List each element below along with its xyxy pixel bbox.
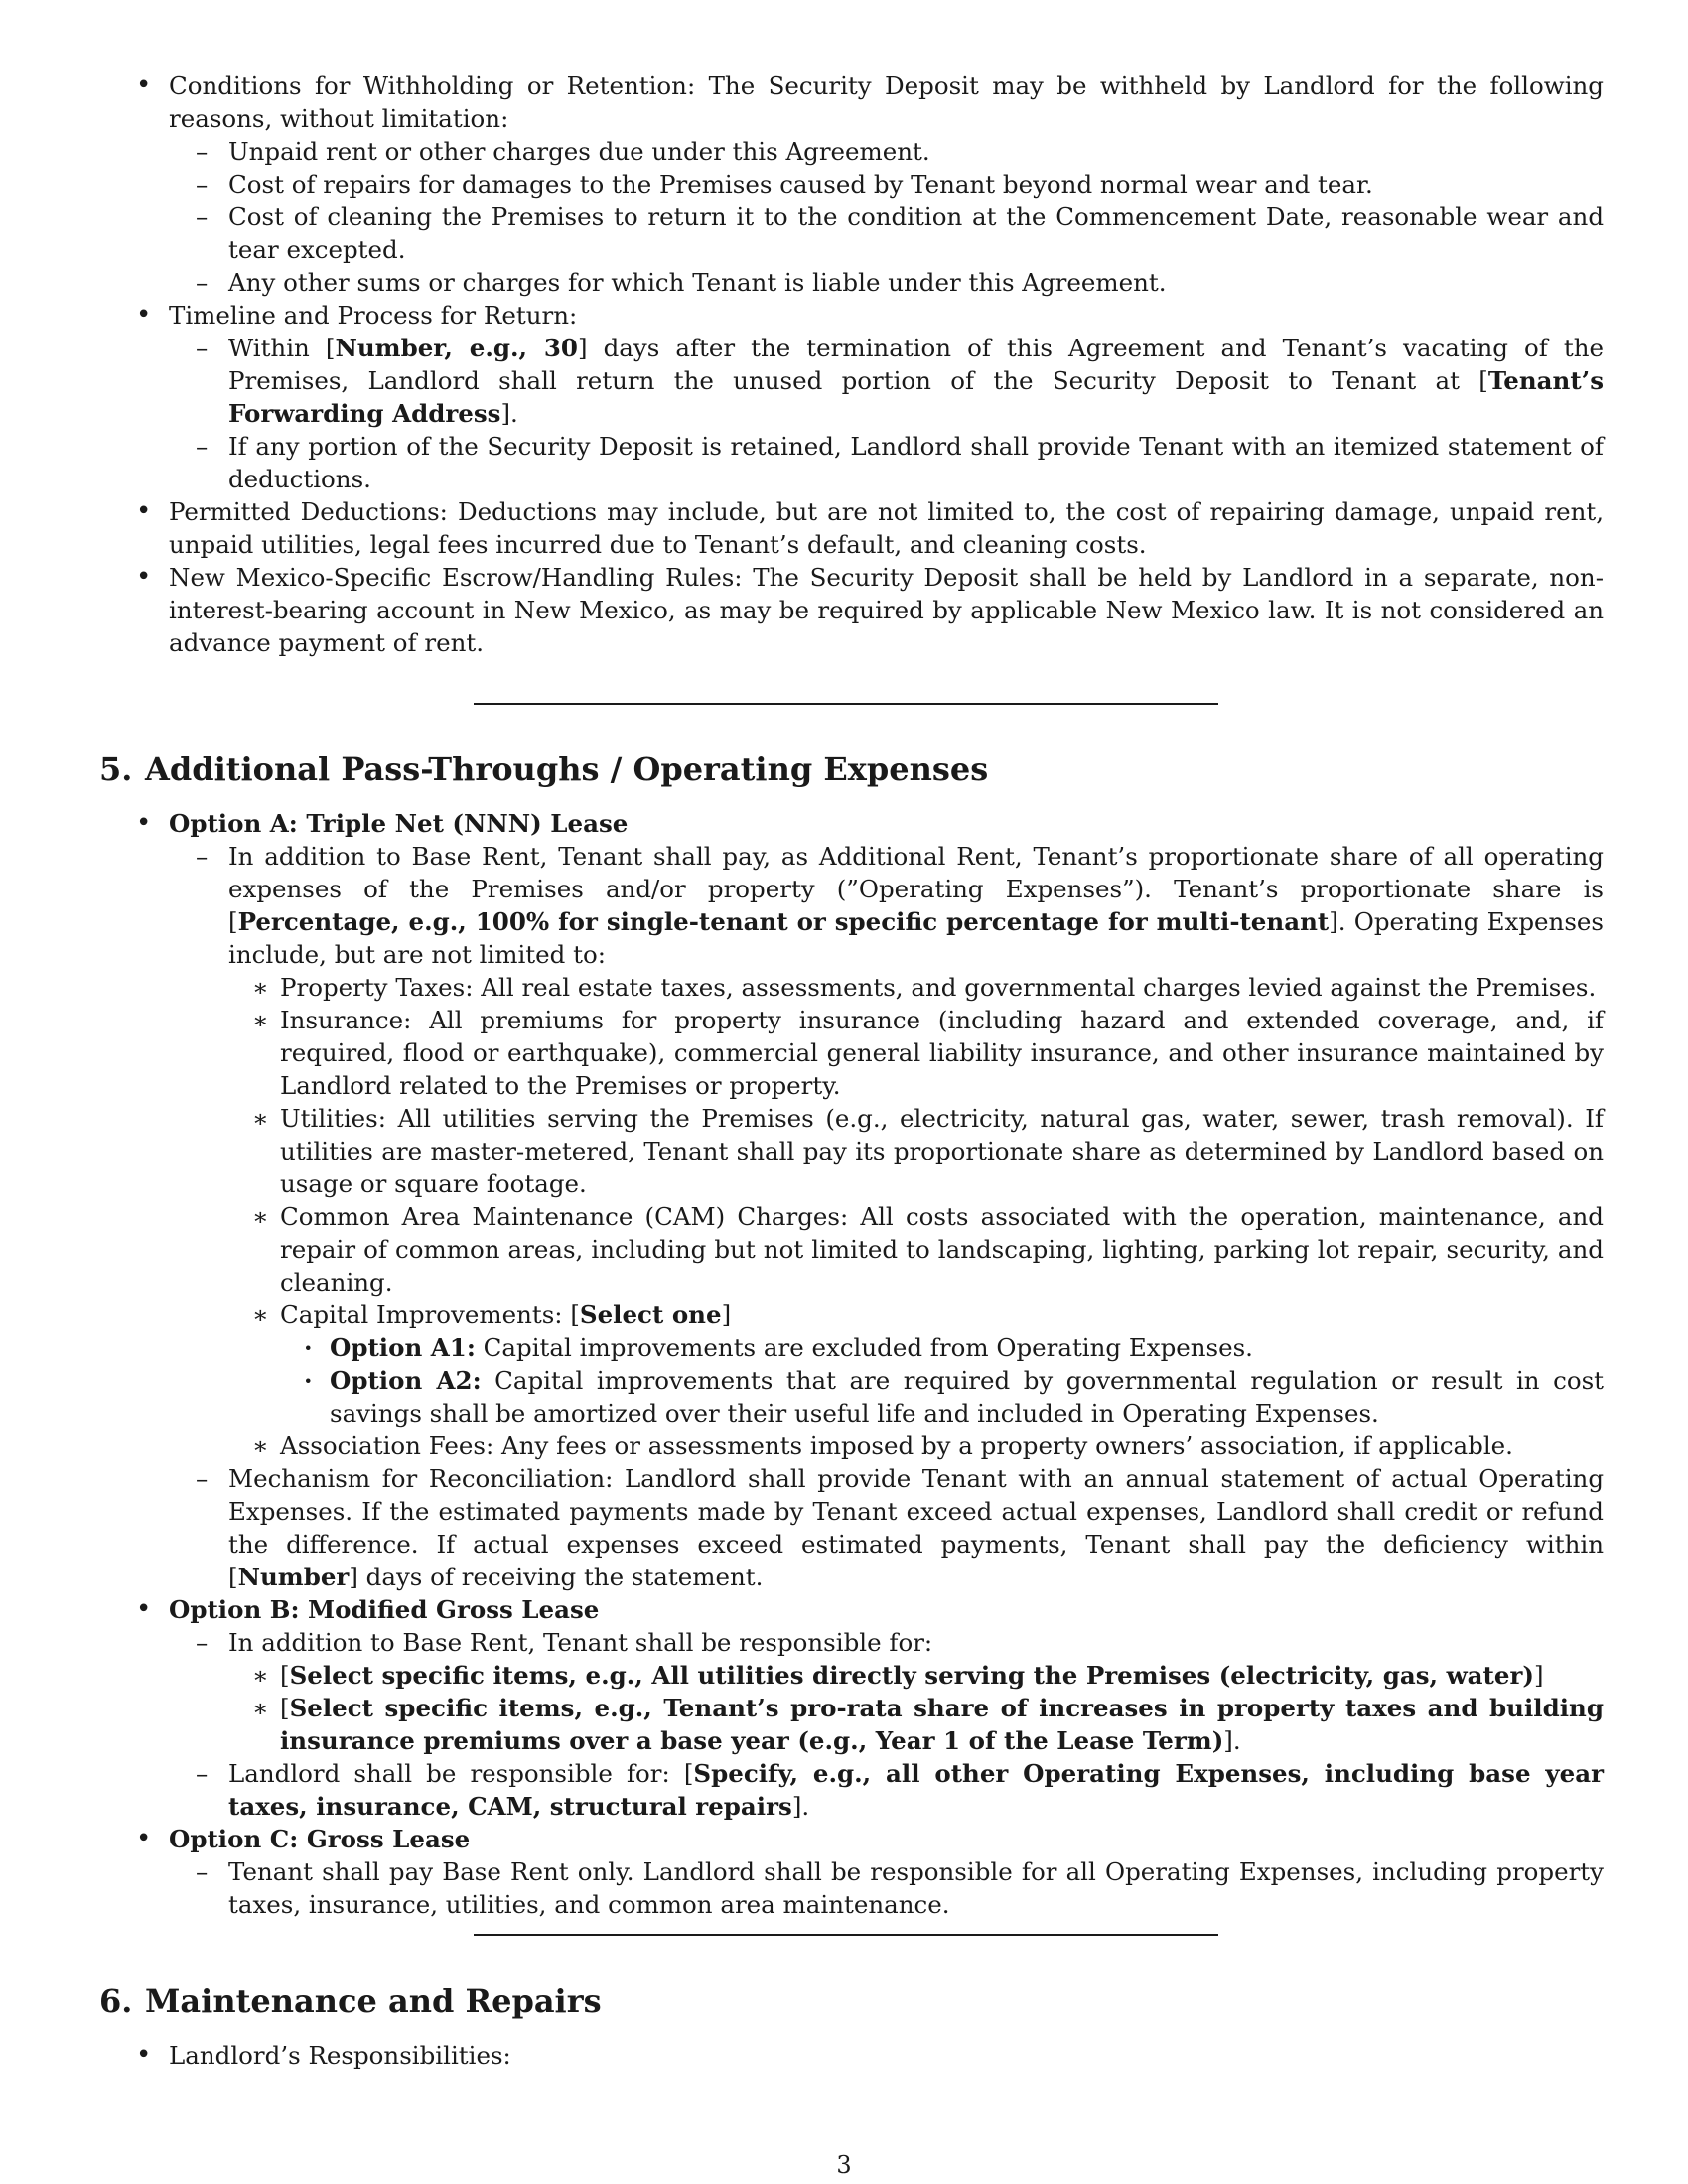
option-c-label: Option C: Gross Lease: [169, 1825, 471, 1853]
list-item: · Option A2: Capital improvements that are required by governmental regulation or result in cost savings shall be amortized over their useful life and included in Operating Expenses.: [280, 1364, 1604, 1430]
list-item: [0, 299, 1604, 495]
list-item: – In addition to Base Rent, Tenant shall pay, as Additional Rent, Tenant’s proportionate share of all operating expenses of the Premises and/or property (”Operating Expenses”). Tenant’s proportionate share is [Percentage, e.g., 100% for single-tenant or specific percentage for multi-tenant]. Operating Expenses include, but are not limited to: ∗ Property Taxes: All real estate taxes, assessments, and governmental charges levied against the Premises. ∗ Insurance: All premiums for property insurance (including hazard and extended coverage, and, if required, flood or earthquake), commercial general liability insurance, and other insurance maintained by Landlord related to the Premises or property. ∗ Utilities: All utilities serving the Premises (e.g., electricity, natural gas, water, sewer, trash removal). If utilities are master-metered, Tenant shall pay its proportionate share as determined by Landlord based on usage or square footage. ∗ Common Area Maintenance (CAM) Charges: All costs associated with the operation, maintenance, and repair of common areas, including but not limited to landscaping, lighting, parking lot repair, security, and cleaning. ∗ Capital Improvements: [Select one] · Option A1: Capital improvements are excluded from Operating Expenses. · Option A2: Capital improvements that are required by governmental regulation or result in cost savings shall be amortized over their useful life and included in Operating Expenses. ∗ Association Fees: Any fees or assessments imposed by a property owners’ association, if applicable.: [169, 840, 1604, 1462]
list-item: ∗ [Select specific items, e.g., All utilities directly serving the Premises (electricity, gas, water)]: [228, 1659, 1604, 1692]
list-item: [0, 1823, 1604, 1921]
section-divider: [474, 1934, 1218, 1936]
list-item: – Within [Number, e.g., 30] days after the termination of this Agreement and Tenant’s vacating of the Premises, Landlord shall return the unused portion of the Security Deposit to Tenant at [Tenant’s Forwarding Address].: [169, 332, 1604, 430]
list-item: • Permitted Deductions: Deductions may include, but are not limited to, the cost of repairing damage, unpaid rent, unpaid utilities, legal fees incurred due to Tenant’s default, and cleaning costs.: [0, 495, 1604, 561]
list-item: – In addition to Base Rent, Tenant shall be responsible for: ∗ [Select specific items, e.g., All utilities directly serving the Premises (electricity, gas, water)] ∗ [Select specific items, e.g., Tenant’s pro-rata share of increases in property taxes and building insurance premiums over a base year (e.g., Year 1 of the Lease Term)].: [169, 1626, 1604, 1757]
list-item: ∗ [Select specific items, e.g., Tenant’s pro-rata share of increases in property taxes and building insurance premiums over a base year (e.g., Year 1 of the Lease Term)].: [228, 1692, 1604, 1757]
list-item: ∗ Association Fees: Any fees or assessments imposed by a property owners’ association, if applicable.: [228, 1430, 1604, 1462]
list-item: – Cost of cleaning the Premises to return it to the condition at the Commencement Date, reasonable wear and tear excepted.: [169, 201, 1604, 266]
option-a-label: Option A: Triple Net (NNN) Lease: [169, 809, 629, 838]
list-item: – Tenant shall pay Base Rent only. Landlord shall be responsible for all Operating Expenses, including property taxes, insurance, utilities, and common area maintenance.: [169, 1855, 1604, 1921]
list-item: – Mechanism for Reconciliation: Landlord shall provide Tenant with an annual statement of actual Operating Expenses. If the estimated payments made by Tenant exceed actual expenses, Landlord shall credit or refund the difference. If actual expenses exceed estimated payments, Tenant shall pay the deficiency within [Number] days of receiving the statement.: [169, 1462, 1604, 1593]
section-divider: [474, 703, 1218, 705]
list-item: ∗ Utilities: All utilities serving the Premises (e.g., electricity, natural gas, water, sewer, trash removal). If utilities are master-metered, Tenant shall pay its proportionate share as determined by Landlord based on usage or square footage.: [228, 1102, 1604, 1200]
timeline-label: • Timeline and Process for Return:: [169, 301, 578, 330]
page-number: 3: [836, 2151, 852, 2179]
section-5-list: [0, 807, 1688, 1921]
section-6-heading: 6. Maintenance and Repairs: [99, 1982, 602, 2020]
list-item: ∗ Property Taxes: All real estate taxes, assessments, and governmental charges levied against the Premises.: [228, 971, 1604, 1004]
list-item: – Landlord shall be responsible for: [Specify, e.g., all other Operating Expenses, including base year taxes, insurance, CAM, structural repairs].: [169, 1757, 1604, 1823]
deposit-list: [0, 69, 1688, 659]
list-item: – Any other sums or charges for which Tenant is liable under this Agreement.: [169, 266, 1604, 299]
option-b-label: Option B: Modified Gross Lease: [169, 1595, 600, 1624]
list-item: [0, 807, 1604, 1593]
list-item: • Landlord’s Responsibilities:: [0, 2039, 1604, 2072]
section-5-heading: 5. Additional Pass-Throughs / Operating Expenses: [99, 751, 989, 788]
list-item: • New Mexico-Specific Escrow/Handling Rules: The Security Deposit shall be held by Landlord in a separate, non-interest-bearing account in New Mexico, as may be required by applicable New Mexico law. It is not considered an advance payment of rent.: [0, 561, 1604, 659]
list-item: ∗ Common Area Maintenance (CAM) Charges: All costs associated with the operation, maintenance, and repair of common areas, including but not limited to landscaping, lighting, parking lot repair, security, and cleaning.: [228, 1200, 1604, 1298]
list-item: – Cost of repairs for damages to the Premises caused by Tenant beyond normal wear and tear.: [169, 168, 1604, 201]
list-item: ∗ Capital Improvements: [Select one] · Option A1: Capital improvements are excluded from Operating Expenses. · Option A2: Capital improvements that are required by governmental regulation or result in cost savings shall be amortized over their useful life and included in Operating Expenses.: [228, 1298, 1604, 1430]
list-item: – If any portion of the Security Deposit is retained, Landlord shall provide Tenant with an itemized statement of deductions.: [169, 430, 1604, 495]
list-item: [0, 1593, 1604, 1823]
list-item: · Option A1: Capital improvements are excluded from Operating Expenses.: [280, 1331, 1604, 1364]
list-item: [0, 69, 1604, 299]
list-item: – Unpaid rent or other charges due under this Agreement.: [169, 135, 1604, 168]
section-6-list: [0, 2039, 1688, 2072]
withholding-label: • Conditions for Withholding or Retention: The Security Deposit may be withheld by Landlord for the following reasons, without limitation:: [169, 71, 1604, 133]
list-item: ∗ Insurance: All premiums for property insurance (including hazard and extended coverage, and, if required, flood or earthquake), commercial general liability insurance, and other insurance maintained by Landlord related to the Premises or property.: [228, 1004, 1604, 1102]
